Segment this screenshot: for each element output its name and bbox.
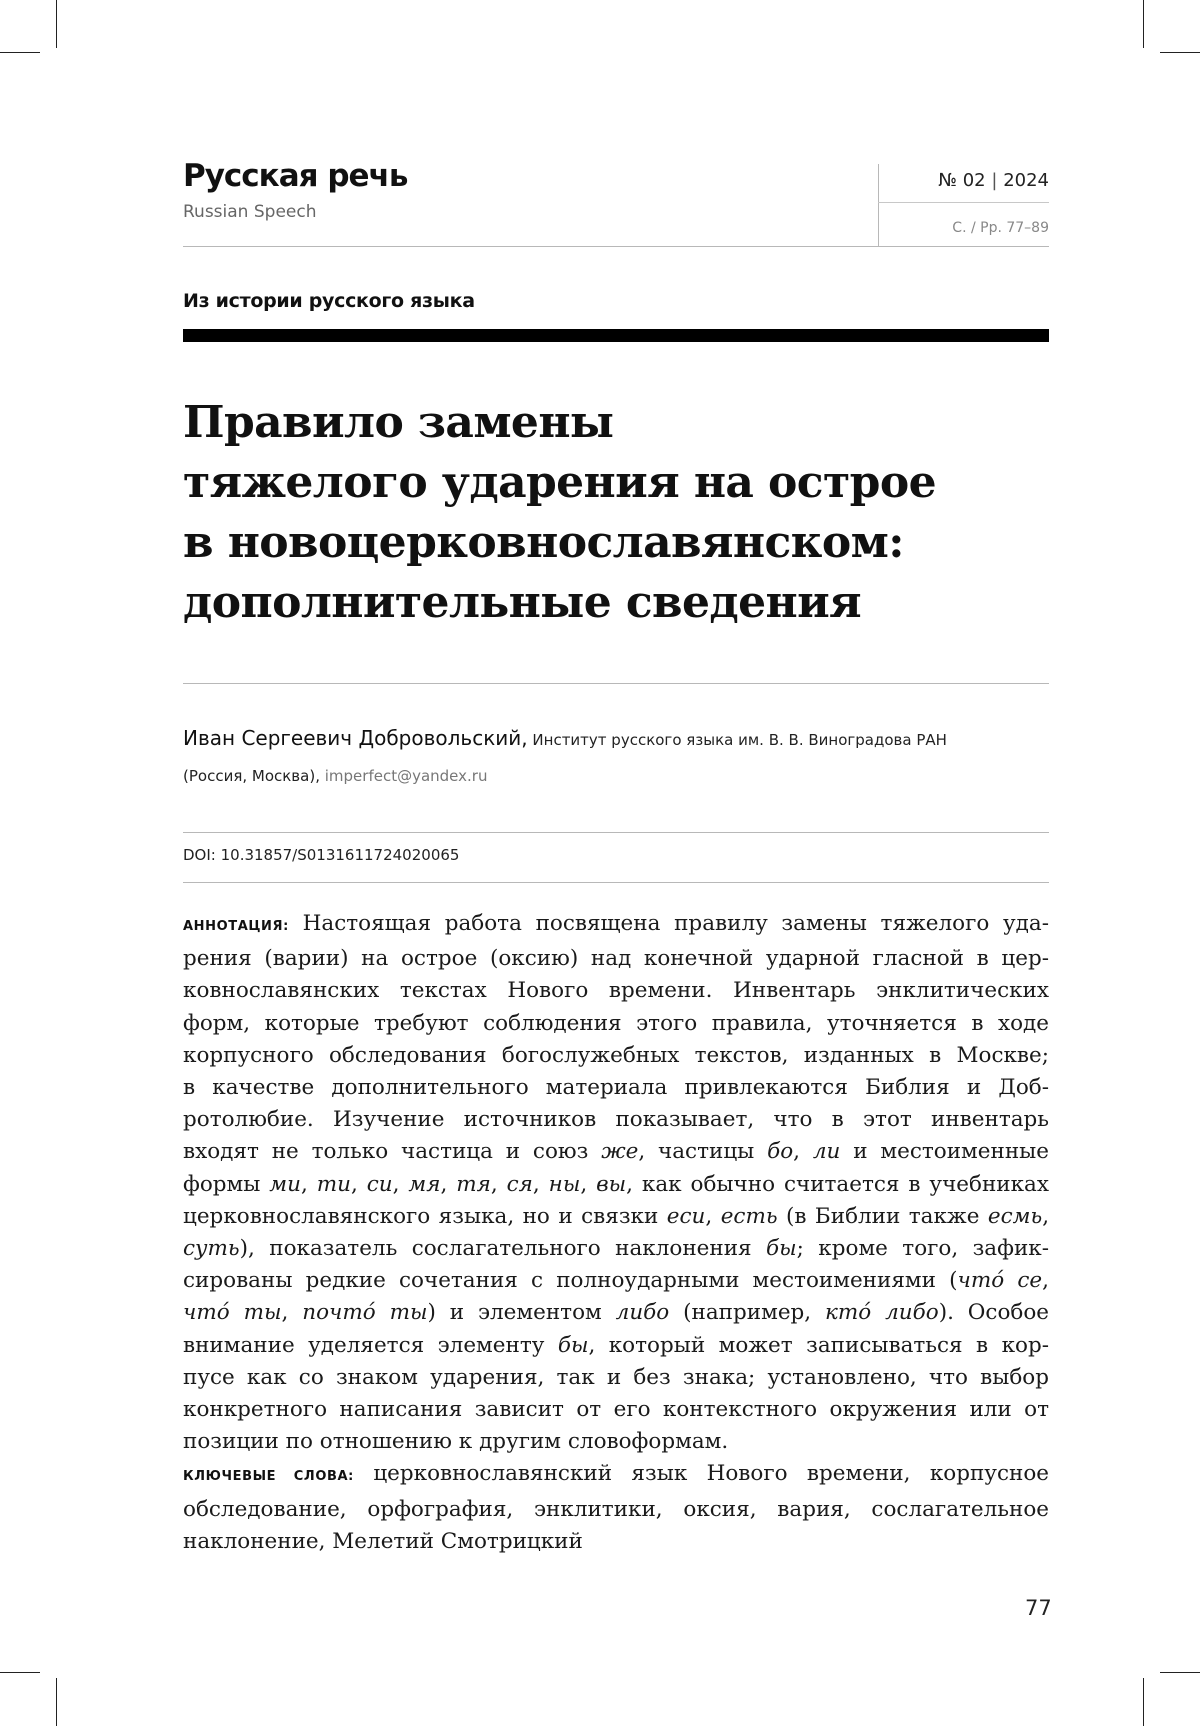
abstract-line: в качестве дополнительного материала привлекаются Библия и Доб- <box>183 1075 1049 1101</box>
divider <box>183 832 1049 833</box>
crop-mark <box>1160 52 1200 53</box>
section-bar <box>183 329 1049 342</box>
section-label: Из истории русского языка <box>183 290 475 312</box>
abstract-line: церковнославянского языка, но и связки еси, есть (в Библии также есмь, <box>183 1203 1050 1229</box>
author-affiliation: Институт русского языка им. В. В. Виноградова РАН <box>532 731 947 749</box>
crop-mark <box>1143 1678 1144 1726</box>
author-name: Иван Сергеевич Добровольский, <box>183 726 528 750</box>
abstract <box>183 908 1049 1558</box>
crop-mark <box>56 1678 57 1726</box>
abstract-line: суть), показатель сослагательного наклонения бы; кроме того, зафик- <box>183 1236 1049 1262</box>
header-divider <box>878 164 879 246</box>
crop-mark <box>1143 0 1144 48</box>
keywords-line: наклонение, Мелетий Смотрицкий <box>183 1528 583 1554</box>
abstract-line: чтó ты, почтó ты) и элементом либо (например, ктó либо). Особое <box>183 1300 1050 1326</box>
page-range: С. / Pp. 77–89 <box>952 220 1049 236</box>
issue-year: 2024 <box>1003 170 1049 191</box>
journal-subtitle: Russian Speech <box>183 202 317 222</box>
header-divider <box>878 202 1049 203</box>
abstract-line: Настоящая работа посвящена правилу замены тяжелого уда- <box>302 911 1049 936</box>
journal-header <box>183 158 1049 246</box>
page-number: 77 <box>1025 1596 1052 1620</box>
journal-title: Русская речь <box>183 158 408 194</box>
header-rule <box>183 246 1049 247</box>
abstract-line: форм, которые требуют соблюдения этого правила, уточняется в ходе <box>183 1010 1049 1036</box>
abstract-line: ковнославянских текстах Нового времени. Инвентарь энклитических <box>183 978 1049 1004</box>
issue-separator: | <box>991 170 998 191</box>
abstract-label: АННОТАЦИЯ: <box>183 919 289 934</box>
keywords-label: КЛЮЧЕВЫЕ СЛОВА: <box>183 1469 354 1485</box>
abstract-line: рения (варии) на острое (оксию) над конечной ударной гласной в цер- <box>183 946 1049 972</box>
title-line: Правило замены <box>183 397 614 448</box>
crop-mark <box>0 52 40 53</box>
abstract-line: корпусного обследования богослужебных текстов, изданных в Москве; <box>183 1042 1049 1068</box>
abstract-line: ротолюбие. Изучение источников показывает, что в этот инвентарь <box>183 1107 1049 1133</box>
crop-mark <box>56 0 57 48</box>
abstract-line: позиции по отношению к другим словоформам. <box>183 1429 729 1455</box>
abstract-line: формы ми, ти, си, мя, тя, ся, ны, вы, как обычно считается в учебниках <box>183 1171 1049 1197</box>
doi: DOI: 10.31857/S0131611724020065 <box>183 846 460 864</box>
divider <box>183 882 1049 883</box>
crop-mark <box>0 1672 40 1673</box>
abstract-line: пусе как со знаком ударения, так и без знака; установлено, что выбор <box>183 1364 1049 1390</box>
abstract-paragraph <box>183 908 1049 1458</box>
keywords-line: церковнославянский язык Нового времени, корпусное <box>373 1461 1049 1487</box>
keywords-line: обследование, орфография, энклитики, оксия, вария, сослагательное <box>183 1496 1049 1522</box>
title-line: тяжелого ударения на острое <box>183 457 936 508</box>
article-title <box>183 393 1049 633</box>
divider <box>183 683 1049 684</box>
abstract-line: сированы редкие сочетания с полноударными местоимениями (чтó се, <box>183 1268 1049 1294</box>
abstract-line: входят не только частица и союз же, частицы бо, ли и местоименные <box>183 1139 1049 1165</box>
author-location: (Россия, Москва), <box>183 767 320 785</box>
abstract-line: внимание уделяется элементу бы, который может записываться в кор- <box>183 1332 1049 1358</box>
issue-number: № 02 <box>938 170 986 191</box>
crop-mark <box>1160 1672 1200 1673</box>
keywords-paragraph <box>183 1458 1049 1558</box>
author-block <box>183 718 1049 796</box>
title-line: в новоцерковнославянском: <box>183 517 904 568</box>
title-line: дополнительные сведения <box>183 577 862 628</box>
author-email[interactable]: imperfect@yandex.ru <box>324 767 488 785</box>
issue-info <box>938 170 1049 191</box>
abstract-line: конкретного написания зависит от его контекстного окружения или от <box>183 1397 1049 1423</box>
